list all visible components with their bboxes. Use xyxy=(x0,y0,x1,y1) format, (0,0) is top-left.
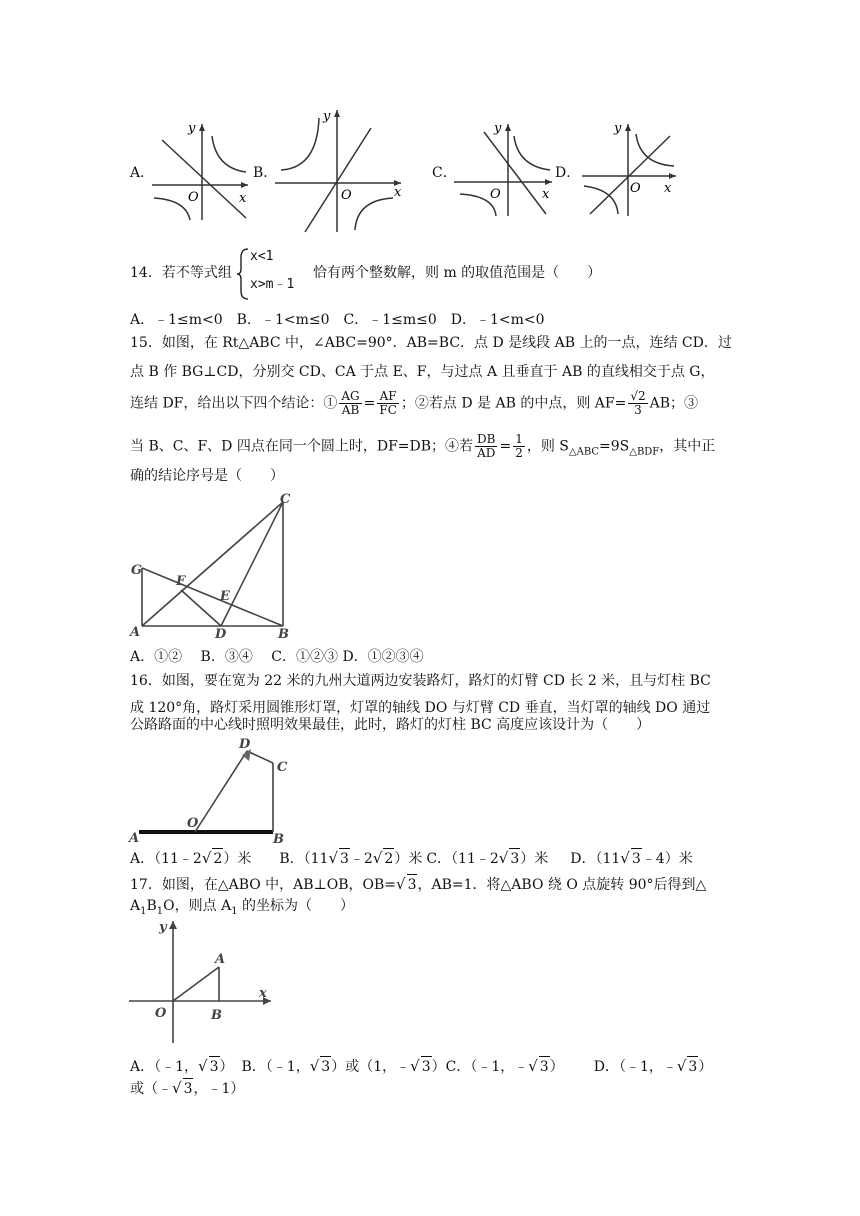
x-label: x xyxy=(542,187,550,202)
q13-option-b-label: B． xyxy=(253,165,278,181)
svg-text:C: C xyxy=(277,760,288,775)
origin-label: O xyxy=(188,190,199,205)
q14-stem-tail: 恰有两个整数解，则 m 的取值范围是（ ） xyxy=(313,265,602,281)
q17-figure xyxy=(125,915,275,1047)
q17-line-1: 17．如图，在△ABO 中，AB⊥OB，OB=√ 3，AB=1．将△ABO 绕 O 点旋转 90°后得到△ xyxy=(130,875,707,893)
fraction-1-2: $\frac{1}{2}$ xyxy=(515,432,523,460)
q13-graph-a xyxy=(150,118,250,222)
q15-line-3: 连结 DF，给出以下四个结论：① $\frac{AG}{AB}$ = $\frac{AF}{FC}$ ；②若点 D 是 AB 的中点，则 AF= $\frac{√2}{3}$ AB；③ xyxy=(130,389,699,417)
origin-label: O xyxy=(490,187,501,202)
q16-options: A．（11﹣2√ 2）米 B．（11√ 3﹣2√ 2）米 C．（11﹣2√ 3）米 D．（11√ 3﹣4）米 xyxy=(130,849,693,867)
svg-text:E: E xyxy=(220,589,230,604)
x-label: x xyxy=(664,181,672,196)
svg-text:C: C xyxy=(280,492,291,507)
svg-text:B: B xyxy=(278,627,289,640)
fraction-root2-3: $\frac{√2}{3}$ xyxy=(630,389,646,417)
hyperbola-branch xyxy=(584,186,618,214)
q17-options-line-2: 或（﹣√ 3，﹣1） xyxy=(130,1079,245,1097)
q15-line-5: 确的结论序号是（ ） xyxy=(130,468,284,484)
q15-options: A．①② B．③④ C．①②③ D．①②③④ xyxy=(130,649,424,665)
q13-option-a-label: A． xyxy=(130,165,155,181)
q17-line-2: $A_1B_1O$，则点 $A_1$ 的坐标为（ ） xyxy=(130,898,355,917)
y-label: y xyxy=(188,121,196,136)
q16-figure xyxy=(125,735,295,847)
hyperbola-branch xyxy=(355,198,393,230)
fraction-af-fc: $\frac{AF}{FC}$ xyxy=(379,389,397,417)
origin-label: O xyxy=(630,181,641,196)
segment-oa xyxy=(173,967,219,1001)
q15-figure xyxy=(125,488,300,640)
svg-text:y: y xyxy=(159,920,167,935)
y-label: y xyxy=(323,109,331,124)
svg-text:x: x xyxy=(259,986,267,1001)
y-label: y xyxy=(614,121,622,136)
hyperbola-branch xyxy=(212,136,246,172)
axis-do xyxy=(195,751,247,832)
q13-graph-d xyxy=(580,118,680,218)
origin-label: O xyxy=(341,188,352,203)
line-graph xyxy=(590,136,670,214)
q14-brace xyxy=(236,247,250,301)
segment-ac xyxy=(142,502,283,626)
q17-options-line-1: A．（﹣1，√ 3） B．（﹣1，√ 3）或（1，﹣√ 3）C．（﹣1，﹣√ 3） D．（﹣1，﹣√ 3） xyxy=(130,1057,713,1075)
q15-line-1: 15．如图，在 Rt△ABC 中，∠ABC=90°．AB=BC．点 D 是线段 AB 上的一点，连结 CD．过 xyxy=(130,335,732,351)
svg-text:A: A xyxy=(129,831,140,846)
x-label: x xyxy=(239,191,247,206)
q14-system-line-1: x<1 xyxy=(250,249,274,264)
q13-option-c-label: C． xyxy=(432,165,457,181)
svg-text:O: O xyxy=(187,816,199,831)
y-label: y xyxy=(494,121,502,136)
fraction-ag-ab: $\frac{AG}{AB}$ xyxy=(341,389,360,417)
hyperbola-branch xyxy=(154,198,190,220)
svg-text:B: B xyxy=(211,1008,222,1023)
hyperbola-branch xyxy=(514,136,550,170)
svg-text:G: G xyxy=(131,563,143,578)
q15-line-4: 当 B、C、F、D 四点在同一个圆上时，DF=DB；④若 $\frac{DB}{AD}$ = $\frac{1}{2}$ ，则 $S_{\triangle ABC}=9S_{\triangle BDF}$，其中正 xyxy=(130,432,716,460)
q14-stem-lead: 14．若不等式组 xyxy=(130,265,232,281)
svg-text:A: A xyxy=(130,625,141,640)
line-graph xyxy=(162,140,246,218)
svg-text:D: D xyxy=(215,627,227,640)
arm-cd xyxy=(247,751,273,763)
q14-options: A．﹣1≤m<0 B．﹣1<m≤0 C．﹣1≤m≤0 D．﹣1<m<0 xyxy=(130,312,545,328)
svg-text:O: O xyxy=(155,1006,167,1021)
segment-dc xyxy=(221,502,283,626)
fraction-db-ad: $\frac{DB}{AD}$ xyxy=(477,432,496,460)
svg-text:D: D xyxy=(239,737,251,752)
svg-text:A: A xyxy=(215,952,226,967)
x-label: x xyxy=(394,185,402,200)
q16-line-2: 成 120°角，路灯采用圆锥形灯罩，灯罩的轴线 DO 与灯臂 CD 垂直，当灯罩的轴线 DO 通过 xyxy=(130,700,711,716)
hyperbola-branch xyxy=(281,118,319,170)
segment-df xyxy=(181,590,221,626)
q16-line-3: 公路路面的中心线时照明效果最佳，此时，路灯的灯柱 BC 高度应该设计为（ ） xyxy=(130,717,651,733)
svg-text:B: B xyxy=(273,832,284,847)
q13-option-d-label: D． xyxy=(555,165,581,181)
q15-line-2: 点 B 作 BG⊥CD，分别交 CD、CA 于点 E、F，与过点 A 且垂直于 AB 的直线相交于点 G， xyxy=(130,364,715,380)
svg-text:F: F xyxy=(176,574,186,589)
q13-graph-c xyxy=(452,118,556,218)
q13-graph-b xyxy=(273,104,405,234)
q14-system-line-2: x>m﹣1 xyxy=(250,277,295,292)
q16-line-1: 16．如图，要在宽为 22 米的九州大道两边安装路灯，路灯的灯臂 CD 长 2 米，且与灯柱 BC xyxy=(130,673,711,689)
